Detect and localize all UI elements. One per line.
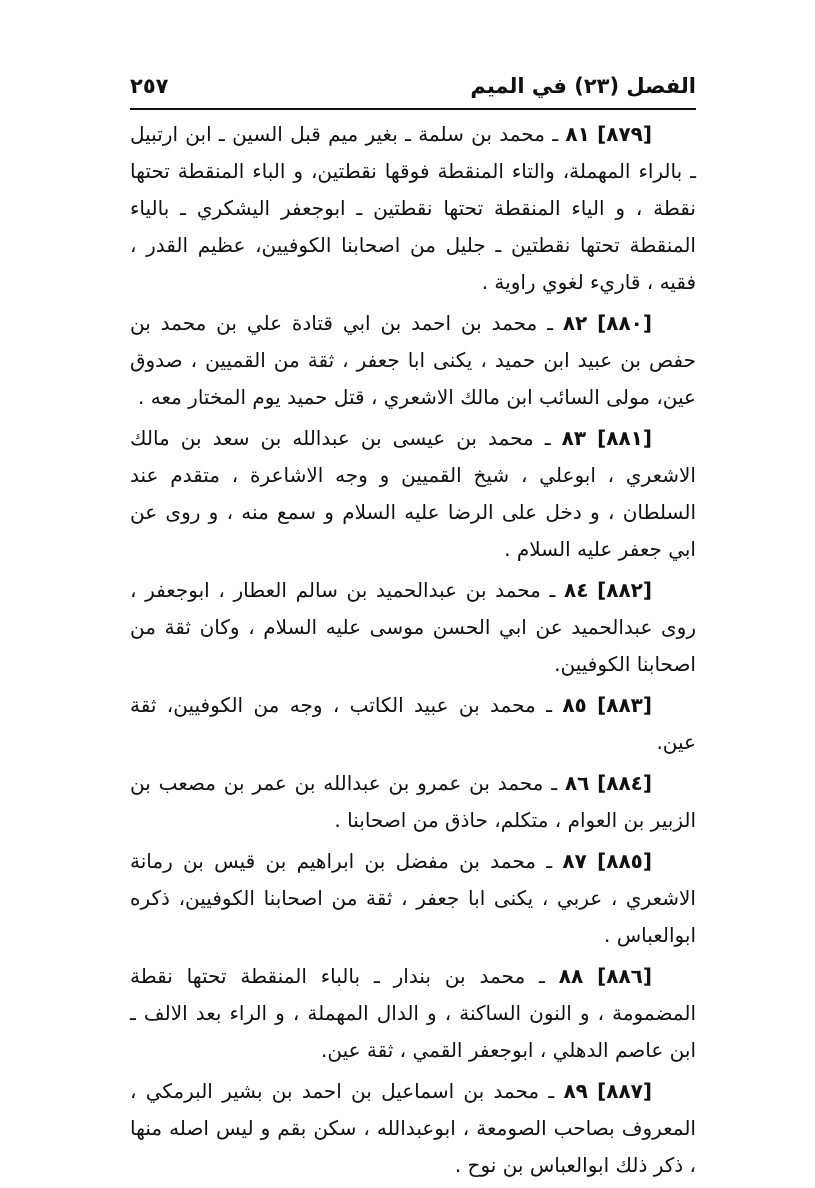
entry-text: ـ محمد بن بندار ـ بالباء المنقطة تحتها نقطة المضمومة ، و النون الساكنة ، و الدال المهملة ، و الراء بعد الالف ـ ابن عاصم الدهلي ، ابوجعفر القمي ، ثقة عين. (130, 964, 696, 1062)
entry-879 (130, 116, 696, 301)
page-header (130, 70, 696, 110)
chapter-title: الفصل (٢٣) في الميم (470, 74, 696, 98)
entry-sequence: ٨٨ (558, 964, 584, 988)
entry-sequence: ٨٣ (561, 426, 587, 450)
entry-sequence: ٨٧ (562, 849, 587, 873)
header-rule (130, 108, 696, 110)
entry-sequence: ٨١ (565, 122, 590, 146)
entry-list (130, 116, 696, 1188)
entry-number: [٨٨٤] (597, 771, 653, 795)
entry-sequence: ٨٩ (563, 1079, 588, 1103)
entry-text: ـ محمد بن عبدالحميد بن سالم العطار ، ابوجعفر ، روى عبدالحميد عن ابي الحسن موسى عليه السلام ، وكان ثقة من اصحابنا الكوفيين. (130, 578, 696, 676)
entry-number: [٨٨٣] (597, 693, 652, 717)
entry-text: ـ محمد بن عمرو بن عبدالله بن عمر بن مصعب بن الزبير بن العوام ، متكلم، حاذق من اصحابنا . (130, 771, 696, 832)
entry-text: ـ محمد بن مفضل بن ابراهيم بن قيس بن رمانة الاشعري ، عربي ، يكنى ابا جعفر ، ثقة من اصحابنا الكوفيين، ذكره ابوالعباس . (130, 849, 696, 947)
entry-text: ـ محمد بن عيسى بن عبدالله بن سعد بن مالك الاشعري ، ابوعلي ، شيخ القميين و وجه الاشاعرة ، متقدم عند السلطان ، و دخل على الرضا عليه السلام و سمع منه ، و روى عن ابي جعفر عليه السلام . (130, 426, 696, 561)
entry-886 (130, 958, 696, 1069)
entry-880 (130, 305, 696, 416)
entry-number: [٨٨٢] (597, 578, 652, 602)
entry-sequence: ٨٥ (562, 693, 587, 717)
entry-887 (130, 1073, 696, 1184)
entry-number: [٨٨١] (597, 426, 653, 450)
entry-text: ـ محمد بن احمد بن ابي قتادة علي بن محمد بن حفص بن عبيد ابن حميد ، يكنى ابا جعفر ، ثقة من القميين ، صدوق عين، مولى السائب ابن مالك الاشعري ، قتل حميد يوم المختار معه . (130, 311, 696, 409)
entry-881 (130, 420, 696, 568)
entry-number: [٨٧٩] (597, 122, 653, 146)
entry-number: [٨٨٦] (597, 964, 652, 988)
entry-884 (130, 765, 696, 839)
page-number: ٢٥٧ (130, 74, 169, 98)
entry-sequence: ٨٤ (564, 578, 589, 602)
entry-883 (130, 687, 696, 761)
entry-885 (130, 843, 696, 954)
entry-number: [٨٨٧] (597, 1079, 653, 1103)
entry-text: ـ محمد بن عبيد الكاتب ، وجه من الكوفيين، ثقة عين. (130, 693, 696, 754)
entry-sequence: ٨٦ (564, 771, 590, 795)
entry-number: [٨٨٠] (597, 311, 653, 335)
entry-882 (130, 572, 696, 683)
entry-text: ـ محمد بن سلمة ـ بغير ميم قبل السين ـ ابن ارتبيل ـ بالراء المهملة، والتاء المنقطة فوقها نقطتين، و الباء المنقطة تحتها نقطة ، و الياء المنقطة تحتها نقطتين ـ ابوجعفر اليشكري ـ بالياء المنقطة تحتها نقطتين ـ جليل من اصحابنا الكوفيين، عظيم القدر ، فقيه ، قاريء لغوي راوية . (130, 122, 696, 294)
entry-number: [٨٨٥] (597, 849, 653, 873)
entry-sequence: ٨٢ (562, 311, 588, 335)
entry-text: ـ محمد بن اسماعيل بن احمد بن بشير البرمكي ، المعروف بصاحب الصومعة ، ابوعبدالله ، سكن بقم و ليس اصله منها ، ذكر ذلك ابوالعباس بن نوح . (130, 1079, 696, 1177)
